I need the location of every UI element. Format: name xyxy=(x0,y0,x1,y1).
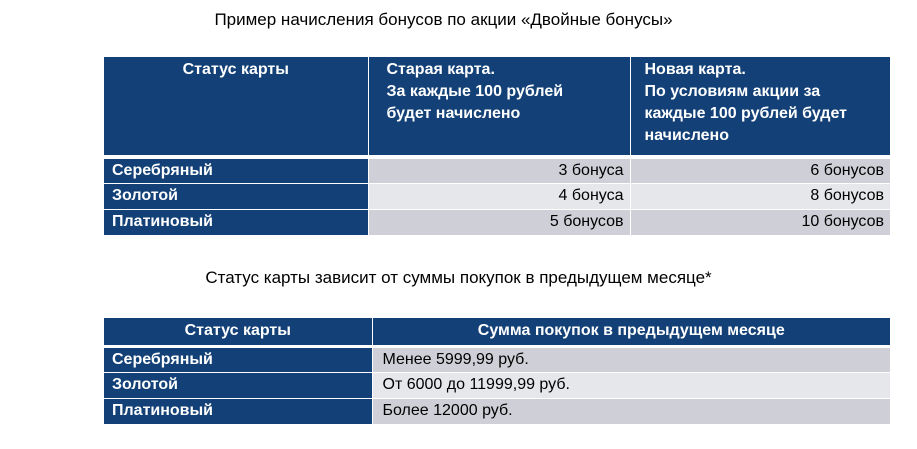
old-bonus-cell: 3 бонуса xyxy=(368,157,630,183)
header-old-card xyxy=(368,57,630,157)
table-row xyxy=(104,372,890,398)
old-bonus-cell: 5 бонусов xyxy=(368,209,630,235)
old-bonus-cell: 4 бонуса xyxy=(368,183,630,209)
header-purchase-amount: Сумма покупок в предыдущем месяце xyxy=(372,318,890,346)
status-table xyxy=(104,318,890,425)
table-row xyxy=(104,157,890,183)
new-bonus-cell: 10 бонусов xyxy=(630,209,890,235)
header-card-status: Статус карты xyxy=(104,57,368,157)
status-cell: Серебряный xyxy=(104,346,372,372)
status-table-header xyxy=(104,318,890,346)
header-new-card-line: По условиям акции за xyxy=(644,83,821,100)
table-row xyxy=(104,183,890,209)
header-new-card xyxy=(630,57,890,157)
page-title: Пример начисления бонусов по акции «Двойные бонусы» xyxy=(214,10,673,29)
amount-cell: Более 12000 руб. xyxy=(372,398,890,424)
table-row xyxy=(104,398,890,424)
header-new-card-line: каждые 100 рублей будет xyxy=(644,105,847,122)
bonus-table xyxy=(104,57,890,236)
new-bonus-cell: 8 бонусов xyxy=(630,183,890,209)
status-cell: Платиновый xyxy=(104,398,372,424)
table-row xyxy=(104,209,890,235)
header-old-card-line: Старая карта. xyxy=(386,61,495,78)
header-card-status: Статус карты xyxy=(104,318,372,346)
status-cell: Серебряный xyxy=(104,157,368,183)
status-cell: Золотой xyxy=(104,372,372,398)
bonus-table-header xyxy=(104,57,890,157)
amount-cell: От 6000 до 11999,99 руб. xyxy=(372,372,890,398)
header-old-card-line: будет начислено xyxy=(386,105,521,122)
header-new-card-line: Новая карта. xyxy=(644,61,746,78)
status-note: Статус карты зависит от суммы покупок в предыдущем месяце* xyxy=(205,268,712,287)
table-row xyxy=(104,346,890,372)
status-cell: Золотой xyxy=(104,183,368,209)
status-cell: Платиновый xyxy=(104,209,368,235)
amount-cell: Менее 5999,99 руб. xyxy=(372,346,890,372)
header-old-card-line: За каждые 100 рублей xyxy=(386,83,564,100)
header-new-card-line: начислено xyxy=(644,127,729,144)
new-bonus-cell: 6 бонусов xyxy=(630,157,890,183)
